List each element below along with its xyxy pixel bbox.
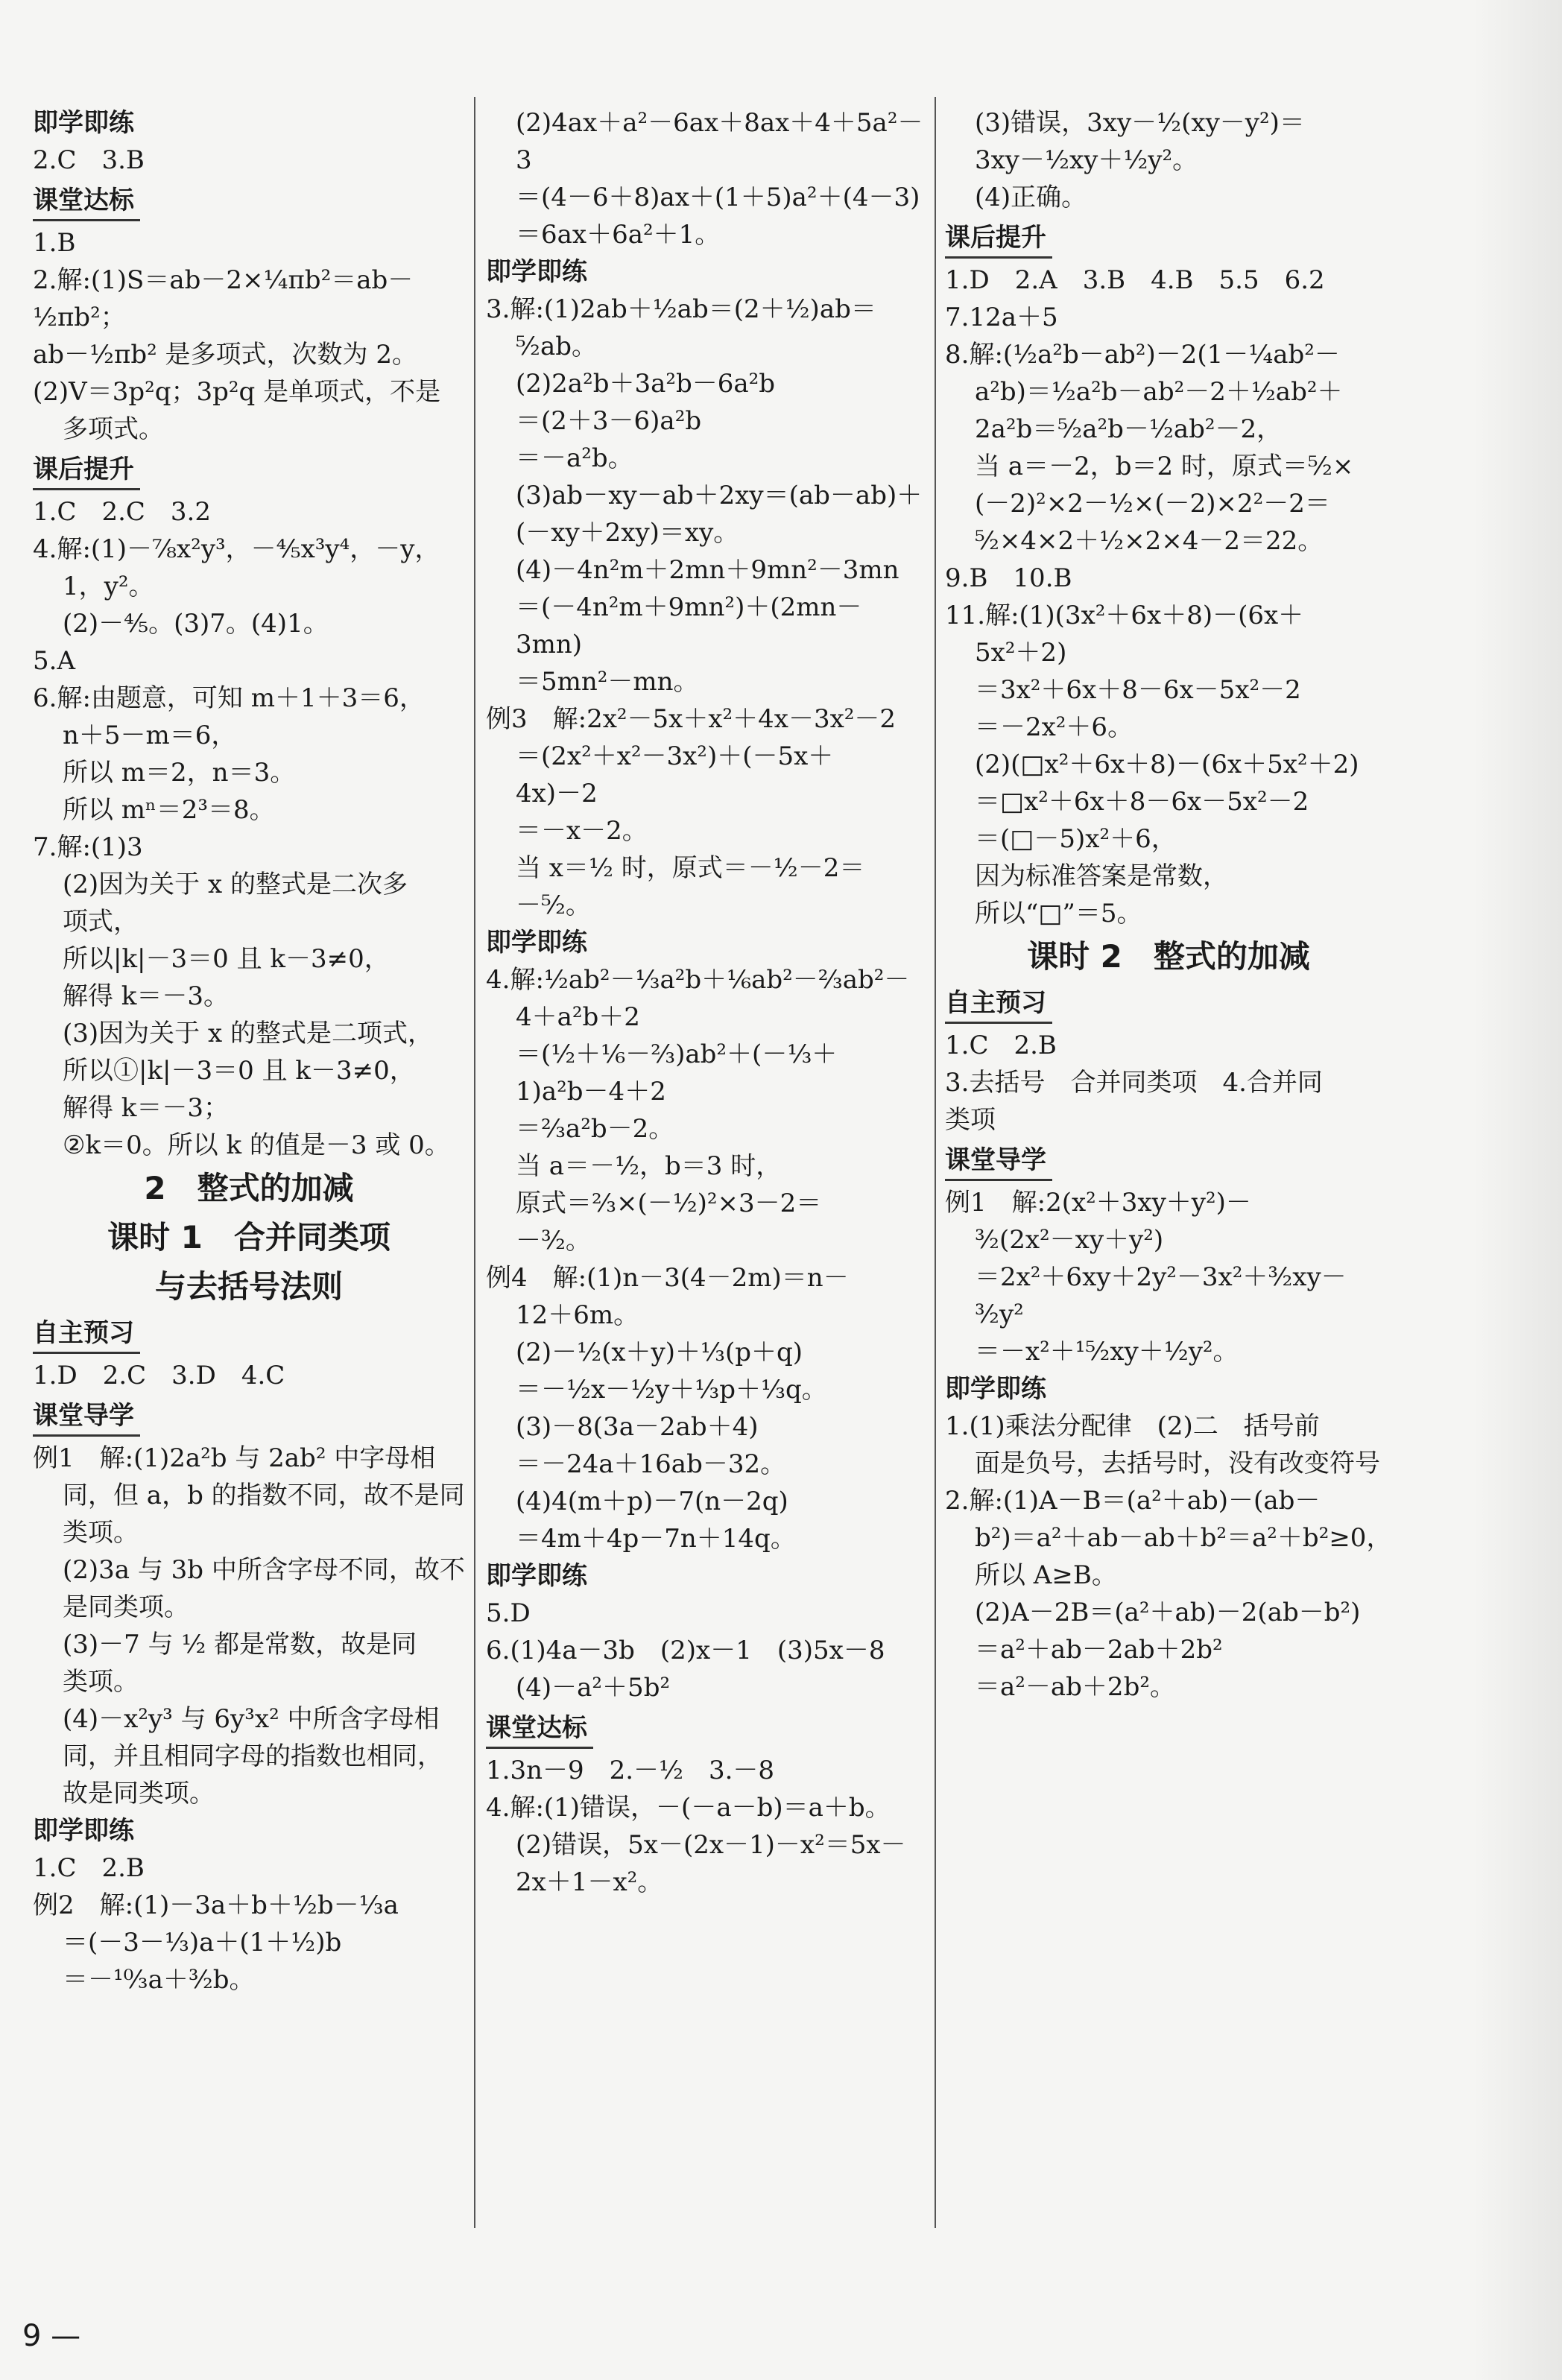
- section-heading: 即学即练: [945, 1374, 1046, 1404]
- answer-line: ab－½πb² 是多项式，次数为 2。: [33, 340, 417, 370]
- answer-line: (2)错误，5x－(2x－1)－x²＝5x－: [516, 1830, 906, 1860]
- column-divider: [935, 97, 936, 2228]
- answer-line: 7.解:(1)3: [33, 832, 143, 862]
- section-heading: 即学即练: [486, 928, 587, 958]
- answer-line: (2)A－2B＝(a²＋ab)－2(ab－b²): [975, 1598, 1361, 1627]
- answer-line: 所以“□”＝5。: [975, 899, 1142, 928]
- answer-line: ＝(－4n²m＋9mn²)＋(2mn－3mn): [516, 592, 862, 659]
- answer-line: ＝3x²＋6x＋8－6x－5x²－2: [975, 675, 1301, 705]
- answer-line: ②k＝0。所以 k 的值是－3 或 0。: [63, 1130, 450, 1160]
- answer-line: 类项: [945, 1105, 996, 1135]
- answer-line: (2)4ax＋a²－6ax＋8ax＋4＋5a²－3: [516, 108, 923, 175]
- answer-line: 例1 解:(1)2a²b 与 2ab² 中字母相: [33, 1443, 436, 1473]
- answer-line: (－2)²×2－½×(－2)×2²－2＝: [975, 489, 1330, 519]
- answer-line: ＝(2＋3－6)a²b: [516, 406, 702, 436]
- answer-line: 当 a＝－2，b＝2 时，原式＝⁵⁄₂×: [975, 452, 1354, 481]
- answer-line: (2)(□x²＋6x＋8)－(6x＋5x²＋2): [975, 750, 1359, 779]
- answer-line: ＝6ax＋6a²＋1。: [516, 220, 721, 250]
- section-heading: 课堂达标: [33, 182, 140, 221]
- answer-line: 1)a²b－4＋2: [516, 1077, 666, 1107]
- answer-line: 2.解:(1)S＝ab－2×¼πb²＝ab－: [33, 265, 414, 295]
- answer-line: (2)2a²b＋3a²b－6a²b: [516, 369, 776, 399]
- section-heading: 即学即练: [486, 1561, 587, 1591]
- answer-line: (3)因为关于 x 的整式是二项式，: [63, 1019, 433, 1048]
- answer-line: 1.D 2.A 3.B 4.B 5.5 6.2: [945, 265, 1325, 295]
- answer-line: 项式，: [63, 907, 139, 937]
- answer-line: ＝－x－2。: [516, 816, 648, 846]
- answer-line: 1.(1)乘法分配律 (2)二 括号前: [945, 1411, 1320, 1441]
- answer-line: 1.C 2.B: [33, 1853, 145, 1883]
- answer-line: ⁵⁄₂ab。: [516, 332, 597, 361]
- answer-line: (4)－a²＋5b²: [516, 1673, 671, 1703]
- answer-line: 多项式。: [63, 414, 164, 444]
- answer-line: (2)V＝3p²q；3p²q 是单项式，不是: [33, 377, 441, 407]
- answer-line: ＝□x²＋6x＋8－6x－5x²－2: [975, 787, 1309, 817]
- answer-line: 所以|k|－3＝0 且 k－3≠0，: [63, 944, 390, 974]
- answer-line: a²b)＝½a²b－ab²－2＋½ab²＋: [975, 377, 1343, 407]
- answer-line: －⁵⁄₂。: [516, 890, 591, 920]
- answer-line: 当 x＝½ 时，原式＝－½－2＝: [516, 853, 865, 883]
- section-heading: 自主预习: [945, 984, 1052, 1024]
- answer-line: 同，并且相同字母的指数也相同，: [63, 1741, 443, 1771]
- page-number: 9 —: [22, 2319, 81, 2353]
- section-heading: 课后提升: [33, 451, 140, 490]
- answer-line: (4)－4n²m＋2mn＋9mn²－3mn: [516, 555, 899, 585]
- answer-line: 故是同类项。: [63, 1779, 215, 1808]
- answer-line: 3xy－½xy＋½y²。: [975, 145, 1198, 175]
- lesson-title: 课时 1 合并同类项: [107, 1219, 390, 1256]
- answer-line: (3)－7 与 ½ 都是常数，故是同: [63, 1630, 417, 1659]
- answer-line: b²)＝a²＋ab－ab＋b²＝a²＋b²≥0，: [975, 1523, 1392, 1553]
- answer-line: (4)－x²y³ 与 6y³x² 中所含字母相: [63, 1704, 440, 1734]
- section-heading: 课后提升: [945, 219, 1052, 259]
- answer-line: 1.3n－9 2.－½ 3.－8: [486, 1756, 775, 1785]
- answer-line: 5.D: [486, 1598, 531, 1628]
- answer-line: 11.解:(1)(3x²＋6x＋8)－(6x＋: [945, 601, 1304, 630]
- answer-line: ＝－¹⁰⁄₃a＋³⁄₂b。: [63, 1965, 255, 1995]
- answer-line: 5x²＋2): [975, 638, 1067, 668]
- answer-line: 原式＝⅔×(－½)²×3－2＝: [516, 1189, 822, 1218]
- section-heading: 即学即练: [33, 1816, 134, 1846]
- answer-line: 解得 k＝－3。: [63, 981, 230, 1011]
- answer-line: 同，但 a，b 的指数不同，故不是同: [63, 1481, 465, 1510]
- answer-line: 2x＋1－x²。: [516, 1867, 663, 1897]
- answer-line: ³⁄₂y²: [975, 1300, 1024, 1329]
- answer-line: 7.12a＋5: [945, 303, 1058, 332]
- lesson-title: 与去括号法则: [154, 1268, 343, 1305]
- section-heading: 即学即练: [33, 108, 134, 138]
- answer-line: n＋5－m＝6，: [63, 721, 237, 750]
- answer-line: (2)－½(x＋y)＋⅓(p＋q): [516, 1338, 803, 1367]
- answer-line: ＝5mn²－mn。: [516, 667, 699, 697]
- answer-line: 例4 解:(1)n－3(4－2m)＝n－: [486, 1263, 849, 1293]
- answer-line: 9.B 10.B: [945, 563, 1072, 593]
- answer-line: ＝－2x²＋6。: [975, 712, 1133, 742]
- answer-line: ＝(2x²＋x²－3x²)＋(－5x＋: [516, 741, 834, 771]
- answer-line: ⁵⁄₂×4×2＋½×2×4－2＝22。: [975, 526, 1324, 556]
- answer-line: 4.解:½ab²－⅓a²b＋⅙ab²－⅔ab²－: [486, 965, 910, 995]
- answer-line: (2)－⅘。(3)7。(4)1。: [63, 609, 329, 639]
- answer-line: ＝(□－5)x²＋6，: [975, 824, 1177, 854]
- answer-line: ＝4m＋4p－7n＋14q。: [516, 1524, 796, 1554]
- column-middle: [486, 104, 926, 1901]
- answer-line: 2.解:(1)A－B＝(a²＋ab)－(ab－: [945, 1486, 1321, 1516]
- answer-line: ½πb²；: [33, 303, 126, 332]
- answer-line: 当 a＝－½，b＝3 时，: [516, 1151, 782, 1181]
- answer-line: 2a²b＝⁵⁄₂a²b－½ab²－2，: [975, 414, 1283, 444]
- section-heading: 课堂导学: [945, 1142, 1052, 1181]
- answer-line: ＝－a²b。: [516, 443, 633, 473]
- answer-line: ＝(－3－⅓)a＋(1＋½)b: [63, 1928, 342, 1958]
- answer-line: 因为标准答案是常数，: [975, 861, 1228, 891]
- answer-line: ＝2x²＋6xy＋2y²－3x²＋³⁄₂xy－: [975, 1262, 1347, 1292]
- answer-line: ³⁄₂(2x²－xy＋y²): [975, 1225, 1164, 1255]
- answer-line: ＝(½＋⅙－⅔)ab²＋(－⅓＋: [516, 1039, 838, 1069]
- answer-line: 1.D 2.C 3.D 4.C: [33, 1361, 285, 1390]
- column-left: [33, 104, 465, 1998]
- column-right: [945, 104, 1392, 1706]
- page-curl-shadow: [1473, 0, 1562, 2380]
- answer-line: (2)因为关于 x 的整式是二次多: [63, 870, 408, 899]
- answer-line: 1.B: [33, 228, 76, 258]
- answer-line: (3)错误，3xy－½(xy－y²)＝: [975, 108, 1305, 138]
- answer-line: 12＋6m。: [516, 1300, 639, 1330]
- lesson-title: 课时 2 整式的加减: [1027, 938, 1310, 975]
- answer-line: 例3 解:2x²－5x＋x²＋4x－3x²－2: [486, 704, 897, 734]
- answer-line: 8.解:(½a²b－ab²)－2(1－¼ab²－: [945, 340, 1340, 370]
- answer-line: 面是负号，去括号时，没有改变符号: [975, 1449, 1380, 1478]
- answer-line: 是同类项。: [63, 1592, 189, 1622]
- answer-line: 类项。: [63, 1667, 139, 1697]
- answer-line: 6.(1)4a－3b (2)x－1 (3)5x－8: [486, 1636, 885, 1665]
- answer-line: ＝a²－ab＋2b²。: [975, 1672, 1175, 1702]
- answer-line: (2)3a 与 3b 中所含字母不同，故不: [63, 1555, 465, 1585]
- answer-line: (3)－8(3a－2ab＋4): [516, 1412, 759, 1442]
- answer-line: 所以 m＝2，n＝3。: [63, 758, 296, 788]
- answer-line: (4)正确。: [975, 183, 1087, 212]
- answer-line: 3.解:(1)2ab＋½ab＝(2＋½)ab＝: [486, 294, 876, 324]
- answer-line: 所以 mⁿ＝2³＝8。: [63, 795, 275, 825]
- answer-line: ＝(4－6＋8)ax＋(1＋5)a²＋(4－3): [516, 183, 920, 212]
- answer-line: 4x)－2: [516, 779, 598, 808]
- answer-line: 3.去括号 合并同类项 4.合并同: [945, 1068, 1323, 1098]
- lesson-title: 2 整式的加减: [144, 1170, 354, 1206]
- answer-line: 1，y²。: [63, 572, 154, 601]
- answer-line: (－xy＋2xy)＝xy。: [516, 518, 739, 548]
- answer-line: 解得 k＝－3；: [63, 1093, 230, 1123]
- section-heading: 课堂导学: [33, 1397, 140, 1437]
- answer-line: ＝a²＋ab－2ab＋2b²: [975, 1635, 1223, 1665]
- column-divider: [474, 97, 475, 2228]
- answer-line: －³⁄₂。: [516, 1226, 591, 1256]
- answer-line: (4)4(m＋p)－7(n－2q): [516, 1487, 788, 1516]
- answer-line: 4＋a²b＋2: [516, 1002, 640, 1032]
- answer-line: (3)ab－xy－ab＋2xy＝(ab－ab)＋: [516, 481, 923, 510]
- answer-line: 所以①|k|－3＝0 且 k－3≠0，: [63, 1056, 415, 1086]
- answer-line: 4.解:(1)错误，－(－a－b)＝a＋b。: [486, 1793, 891, 1823]
- answer-line: 2.C 3.B: [33, 145, 145, 175]
- answer-line: 例2 解:(1)－3a＋b＋½b－⅓a: [33, 1890, 399, 1920]
- section-heading: 自主预习: [33, 1314, 140, 1354]
- answer-line: 所以 A≥B。: [975, 1560, 1117, 1590]
- answer-line: ＝⅔a²b－2。: [516, 1114, 674, 1144]
- answer-line: ＝－x²＋¹⁵⁄₂xy＋½y²。: [975, 1337, 1239, 1367]
- answer-line: 1.C 2.B: [945, 1031, 1057, 1060]
- answer-line: 6.解:由题意，可知 m＋1＋3＝6，: [33, 683, 425, 713]
- section-heading: 课堂达标: [486, 1709, 593, 1749]
- answer-line: ＝－½x－½y＋⅓p＋⅓q。: [516, 1375, 827, 1405]
- answer-line: 1.C 2.C 3.2: [33, 497, 211, 527]
- answer-line: ＝－24a＋16ab－32。: [516, 1449, 786, 1479]
- answer-line: 4.解:(1)－⅞x²y³，－⅘x³y⁴，－y，: [33, 534, 440, 564]
- section-heading: 即学即练: [486, 257, 587, 287]
- answer-line: 5.A: [33, 646, 75, 676]
- answer-line: 例1 解:2(x²＋3xy＋y²)－: [945, 1188, 1251, 1218]
- answer-line: 类项。: [63, 1518, 139, 1548]
